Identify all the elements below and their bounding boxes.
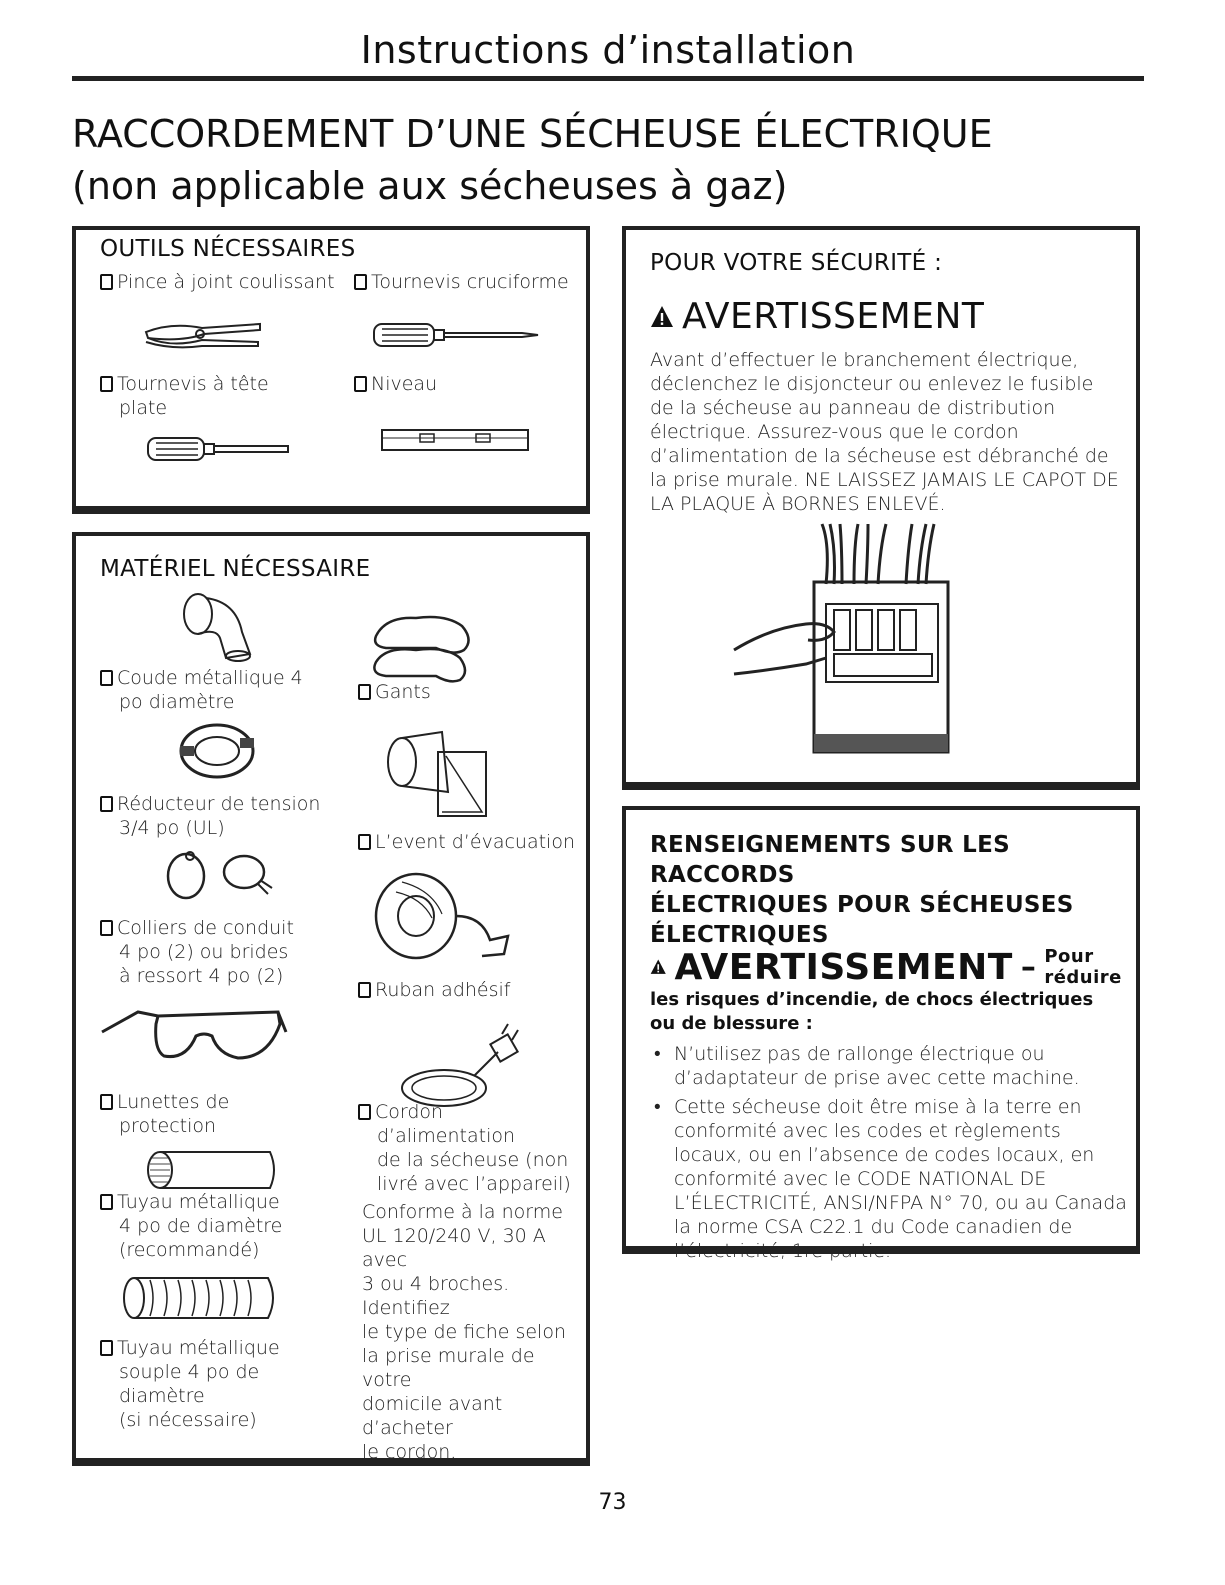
- tools-title: OUTILS NÉCESSAIRES: [100, 236, 356, 262]
- checkbox-icon: [100, 1194, 113, 1210]
- tool-item-phillips-screwdriver: Tournevis cruciforme: [354, 270, 569, 294]
- electrical-title: RENSEIGNEMENTS SUR LES RACCORDS ÉLECTRIQUES POUR SÉCHEUSES ÉLECTRIQUES: [650, 832, 1074, 948]
- page-title-line-1: RACCORDEMENT D’UNE SÉCHEUSE ÉLECTRIQUE: [72, 112, 993, 156]
- checkbox-icon: [100, 670, 113, 686]
- page-title-line-2: (non applicable aux sécheuses à gaz): [72, 164, 788, 208]
- material-elbow: Coude métallique 4 po diamètre: [100, 666, 303, 714]
- material-flexible-duct: Tuyau métallique souple 4 po de diamètre (si nécessaire): [100, 1336, 280, 1432]
- checkbox-icon: [358, 982, 371, 998]
- checkbox-icon: [354, 274, 367, 290]
- flexible-duct-icon: [120, 1274, 280, 1322]
- tools-box: [72, 226, 590, 514]
- gloves-icon: [366, 606, 476, 686]
- electrical-info-box: [622, 806, 1140, 1262]
- checkbox-icon: [358, 834, 371, 850]
- rigid-duct-icon: [142, 1150, 282, 1190]
- tool-item-flat-screwdriver: Tournevis à tête plate: [100, 372, 269, 420]
- power-cord-icon: [394, 1030, 524, 1110]
- electrical-warning-text: les risques d’incendie, de chocs électriques ou de blessure :: [650, 989, 1094, 1034]
- breaker-panel-icon: [730, 524, 1070, 754]
- material-strain-relief: Réducteur de tension 3/4 po (UL): [100, 792, 320, 840]
- power-cord-note: Conforme à la norme UL 120/240 V, 30 A avec 3 ou 4 broches. Identifiez le type de fiche selon la prise murale de votre domicile avant d’acheter le cordon.: [362, 1201, 566, 1463]
- materials-title: MATÉRIEL NÉCESSAIRE: [100, 556, 371, 582]
- checkbox-icon: [100, 920, 113, 936]
- checkbox-icon: [100, 1340, 113, 1356]
- exhaust-hood-icon: [382, 722, 492, 822]
- flat-screwdriver-icon: [146, 436, 296, 462]
- list-item: • Cette sécheuse doit être mise à la terre en conformité avec les codes et règlements locaux, ou en l’absence de codes locaux, en conformité avec le CODE NATIONAL DE L’ÉLECTRICITÉ, ANSI/NFPA N° 70, ou au Canada la norme CSA C22.1 du Code canadien de l’électricité, 1re partie.: [650, 1095, 1130, 1263]
- material-power-cord: Cordon d’alimentation de la sécheuse (non livré avec l’appareil): [358, 1100, 571, 1196]
- tape-roll-icon: [372, 870, 512, 970]
- checkbox-icon: [354, 376, 367, 392]
- pliers-icon: [142, 318, 262, 350]
- page-number: 73: [598, 1490, 627, 1515]
- safety-glasses-icon: [98, 1002, 288, 1066]
- checkbox-icon: [100, 274, 113, 290]
- materials-box: [72, 532, 590, 1466]
- tool-item-level: Niveau: [354, 372, 437, 396]
- header-divider: [72, 76, 1144, 81]
- material-duct-clamps: Colliers de conduit 4 po (2) ou brides à ressort 4 po (2): [100, 916, 294, 988]
- level-icon: [380, 428, 530, 454]
- warning-triangle-icon: [650, 955, 666, 979]
- checkbox-icon: [100, 796, 113, 812]
- material-rigid-duct: Tuyau métallique 4 po de diamètre (recommandé): [100, 1190, 282, 1262]
- electrical-warning-heading: AVERTISSEMENT – Pour réduire: [650, 946, 1136, 988]
- checkbox-icon: [358, 1104, 371, 1120]
- page-header: Instructions d’installation: [360, 28, 856, 72]
- material-gloves: Gants: [358, 680, 431, 704]
- checkbox-icon: [100, 376, 113, 392]
- safety-warning-heading: AVERTISSEMENT: [650, 296, 984, 337]
- checkbox-icon: [100, 1094, 113, 1110]
- warning-triangle-icon: [650, 305, 674, 329]
- tool-item-pliers: Pince à joint coulissant: [100, 270, 335, 294]
- page-title: [72, 108, 993, 212]
- duct-clamps-icon: [156, 844, 276, 904]
- strain-relief-icon: [172, 716, 262, 786]
- list-item: • N’utilisez pas de rallonge électrique ou d’adaptateur de prise avec cette machine.: [650, 1042, 1130, 1090]
- safety-warning-text: Avant d’effectuer le branchement électrique, déclenchez le disjoncteur ou enlevez le fusible de la sécheuse au panneau de distribution électrique. Assurez-vous que le cordon d’alimentation de la sécheuse est débranché de la prise murale. NE LAISSEZ JAMAIS LE CAPOT DE LA PLAQUE À BORNES ENLEVÉ.: [650, 349, 1119, 515]
- material-tape: Ruban adhésif: [358, 978, 510, 1002]
- elbow-icon: [176, 592, 256, 662]
- material-safety-glasses: Lunettes de protection: [100, 1090, 229, 1138]
- checkbox-icon: [358, 684, 371, 700]
- safety-title: POUR VOTRE SÉCURITÉ :: [650, 250, 943, 276]
- electrical-bullet-list: [650, 1042, 1130, 1268]
- material-exhaust-hood: L’event d’évacuation: [358, 830, 575, 854]
- warning-suffix: Pour réduire: [1044, 946, 1122, 988]
- safety-box: [622, 226, 1140, 790]
- phillips-screwdriver-icon: [372, 322, 542, 348]
